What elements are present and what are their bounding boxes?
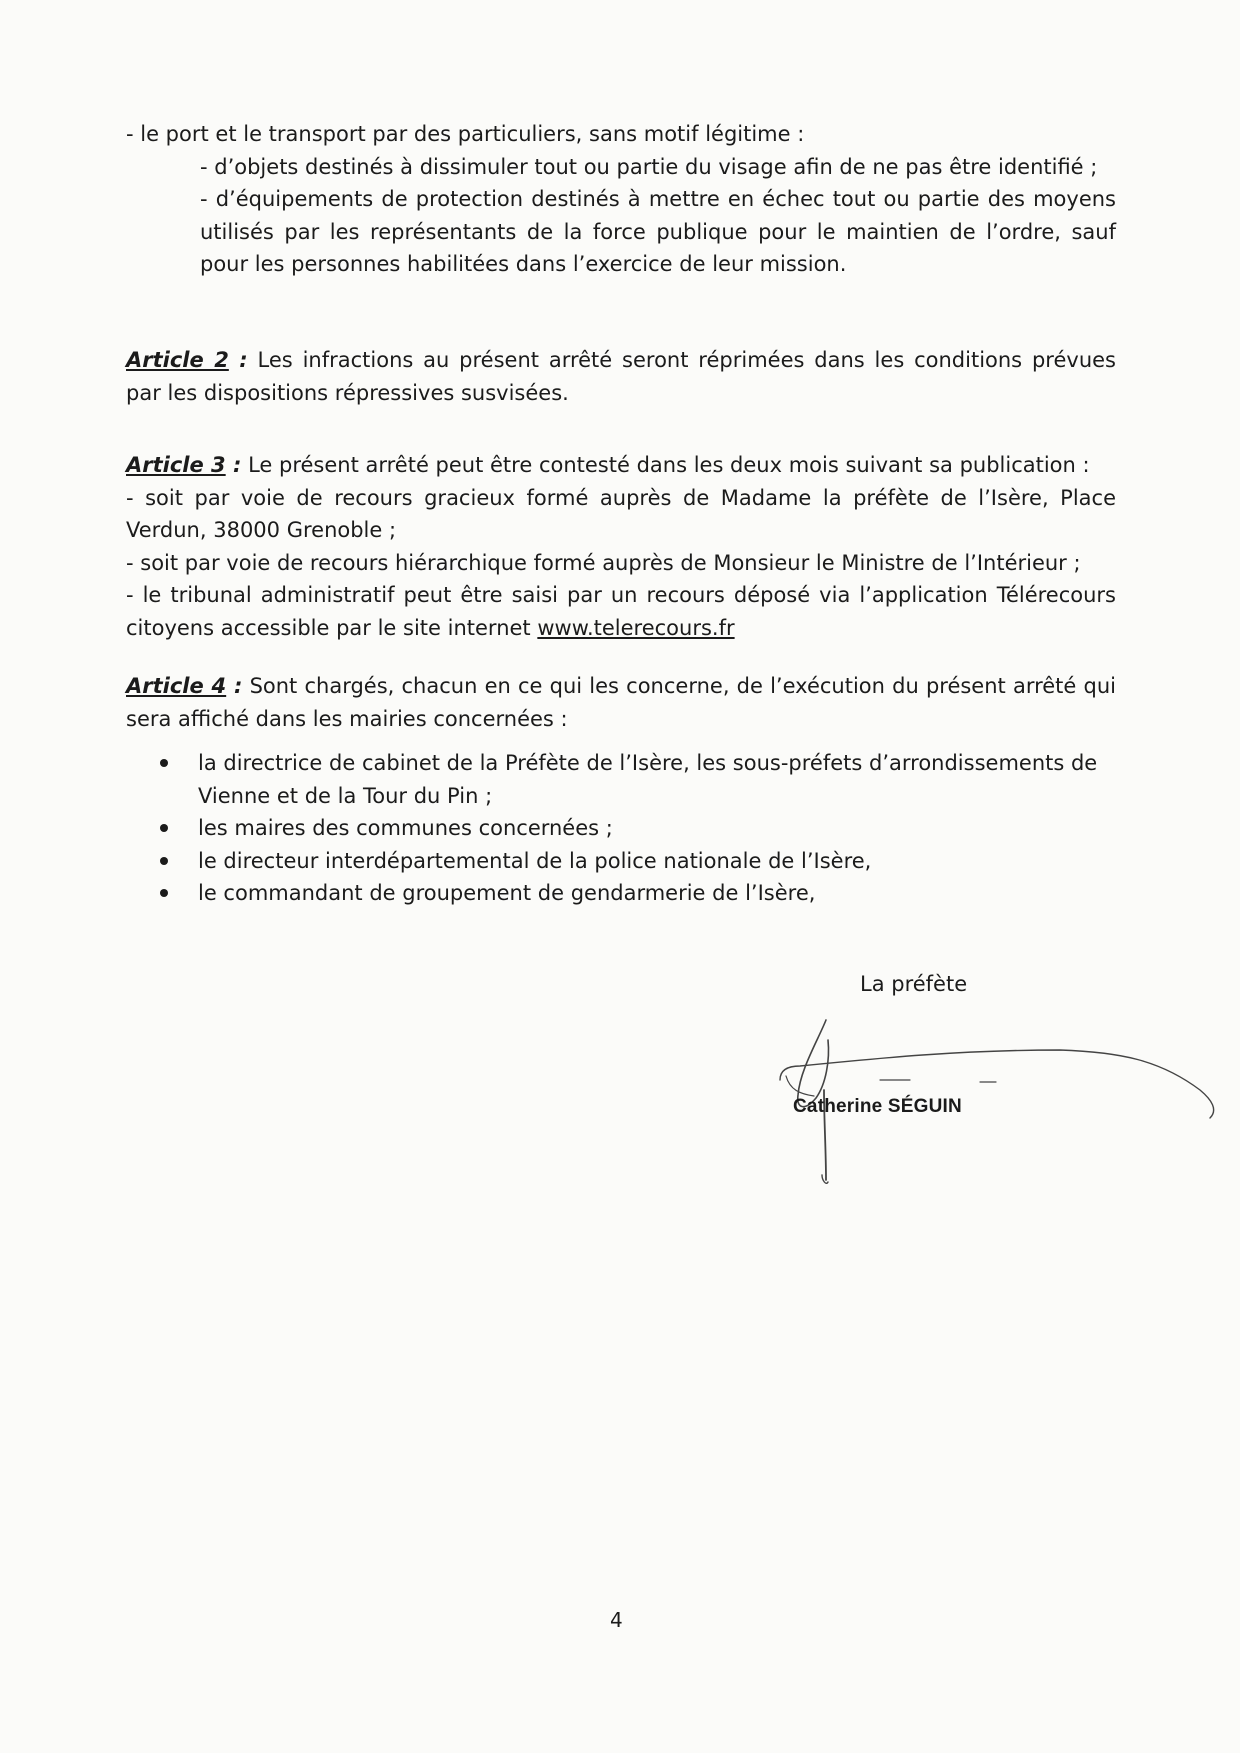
article-4	[126, 670, 1116, 910]
article-2	[126, 344, 1116, 409]
article-3-tribunal	[126, 579, 1116, 644]
bullet-icon	[160, 759, 168, 767]
article-3-recours-hierarchique: - soit par voie de recours hiérarchique formé auprès de Monsieur le Ministre de l’Intérieur ;	[126, 550, 1081, 575]
intro-sub-item-protection: - d’équipements de protection destinés à mettre en échec tout ou partie des moyens utilisés par les représentants de la force publique pour le maintien de l’ordre, sauf pour les personnes habilitées dans l’exercice de leur mission.	[200, 187, 1116, 276]
intro-sub-item-face: - d’objets destinés à dissimuler tout ou partie du visage afin de ne pas être identifié ;	[200, 154, 1098, 179]
list-item: la directrice de cabinet de la Préfète de l’Isère, les sous-préfets d’arrondissements de Vienne et de la Tour du Pin ;	[126, 747, 1116, 812]
article-3-tribunal-text: - le tribunal administratif peut être saisi par un recours déposé via l’application Télérecours citoyens accessible par le site internet	[126, 583, 1116, 640]
article-2-colon: :	[228, 348, 248, 372]
list-item: le commandant de groupement de gendarmerie de l’Isère,	[126, 877, 1116, 910]
article-3-label: Article 3	[126, 453, 226, 477]
signatory-title: La préfète	[860, 972, 968, 996]
bullet-icon	[160, 824, 168, 832]
article-3-recours-gracieux: - soit par voie de recours gracieux formé auprès de Madame la préfète de l’Isère, Place Verdun, 38000 Grenoble ;	[126, 485, 1116, 542]
list-item: le directeur interdépartemental de la police nationale de l’Isère,	[126, 845, 1116, 878]
signatory-name: Catherine SÉGUIN	[793, 1096, 962, 1117]
list-item: les maires des communes concernées ;	[126, 812, 1116, 845]
article-3	[126, 449, 1116, 644]
article-4-colon: :	[226, 674, 243, 698]
article-3-text: Le présent arrêté peut être contesté dans les deux mois suivant sa publication :	[241, 453, 1090, 477]
article-3-colon: :	[225, 453, 242, 477]
intro-line: - le port et le transport par des particuliers, sans motif légitime :	[126, 122, 805, 146]
article-4-text: Sont chargés, chacun en ce qui les concerne, de l’exécution du présent arrêté qui sera affiché dans les mairies concernées :	[126, 674, 1116, 731]
article-4-bullet-list	[126, 747, 1116, 910]
telerecours-link[interactable]: www.telerecours.fr	[537, 615, 735, 640]
article-4-label: Article 4	[126, 674, 227, 698]
article-2-text: Les infractions au présent arrêté seront réprimées dans les conditions prévues par les dispositions répressives susvisées.	[126, 348, 1116, 405]
article-2-label: Article 2	[126, 348, 229, 372]
page-number: 4	[610, 1608, 623, 1632]
intro-section	[126, 118, 1116, 281]
bullet-icon	[160, 889, 168, 897]
bullet-icon	[160, 857, 168, 865]
